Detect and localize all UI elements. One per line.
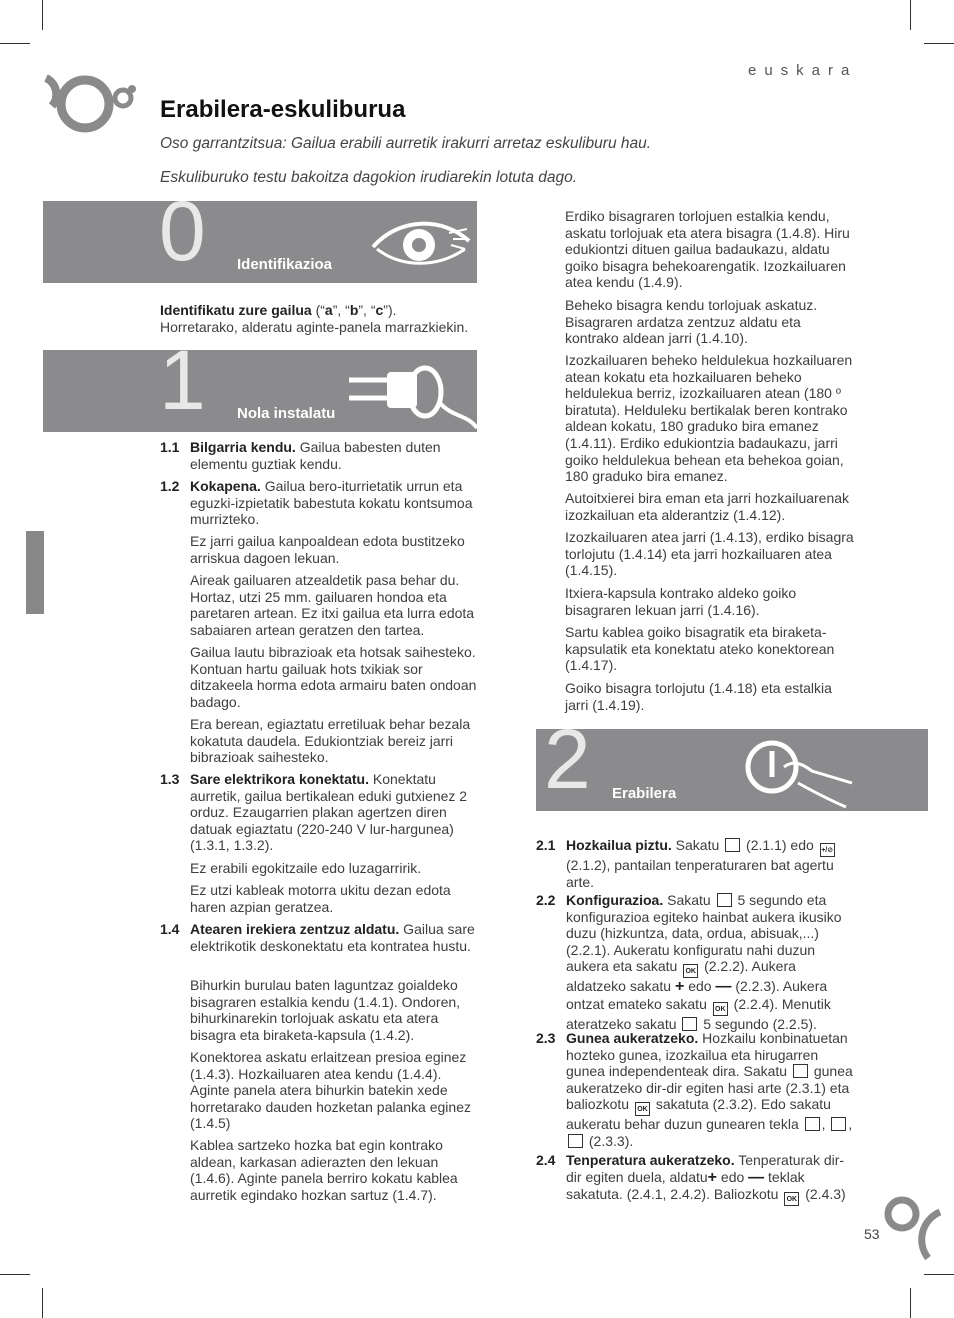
power-key-icon	[725, 838, 740, 852]
section-number: 1	[159, 350, 206, 427]
menu-key-icon	[717, 893, 732, 907]
crop-mark	[924, 1274, 954, 1275]
hinge-paragraph: Izozkailuaren atea jarri (1.4.13), erdiko bisagra torlojutu (1.4.14) eta jarri hozkailuaren atea (1.4.15).	[565, 529, 854, 579]
page-number: 53	[864, 1226, 880, 1242]
language-label: euskara	[748, 62, 858, 79]
section-2-banner	[536, 729, 928, 811]
fridge-zone-key-icon	[805, 1117, 820, 1131]
hinge-paragraph: Beheko bisagra kendu torlojuak askatuz. Bisagraren ardatza zentzuz aldatu eta kontrako aldean jarri (1.4.10).	[565, 297, 818, 347]
brand-circles-icon	[880, 1192, 954, 1267]
intro-warning: Oso garrantzitsua: Gailua erabili aurretik irakurri arretaz eskuliburu hau.	[160, 135, 652, 152]
menu-key-icon	[793, 1064, 808, 1078]
crop-mark	[0, 1274, 30, 1275]
page-title: Erabilera-eskuliburua	[160, 96, 406, 123]
power-button-finger-icon	[742, 737, 856, 809]
step-1-4-note: Kablea sartzeko hozka bat egin kontrako aldean, karkasan adierazten den lekuan (1.4.6). Aginte panela berriro kokatu kablea aurretik egindako hozkan sartuz (1.4.7).	[190, 1137, 458, 1203]
hinge-paragraph: Izozkailuaren beheko heldulekua hozkailuaren atean kokatu eta hozkailuaren beheko heldulekua berriz, izozkailuaren atean (180 º biratuta). Helduleku bertikalak beren kontrako aldean kokatu, 180 graduko bira emanez (1.4.11). Erdiko edukiontzia badaukazu, jarri goiko heldulekua behean eta behekoa goian, 180 graduko bira emanez.	[565, 352, 853, 485]
intro-note: Eskuliburuko testu bakoitza dagokion irudiarekin lotuta dago.	[160, 169, 578, 186]
brand-circles-icon	[40, 66, 140, 143]
third-zone-key-icon	[568, 1134, 583, 1148]
ok-key-icon: OK	[635, 1102, 650, 1116]
ok-key-icon: OK	[683, 964, 698, 978]
plus-icon: +	[674, 978, 685, 996]
ok-key-icon: OK	[784, 1192, 799, 1206]
step-1-2-note: Gailua lautu bibrazioak eta hotsak saihesteko. Kontuan hartu gailuak hots txikiak sor ditzakeela horma edota armairu baten ondoan badago.	[190, 644, 477, 710]
section-title: Erabilera	[612, 785, 677, 802]
step-1-4-note: Konektorea askatu erlaitzean presioa eginez (1.4.3). Hozkailuaren atea kendu (1.4.4). Aginte panela atera bihurkin batekin xede horretarako dauden hozketan palanka eginez (1.4.5)	[190, 1049, 471, 1132]
menu-key-icon	[682, 1017, 697, 1031]
hinge-paragraph: Sartu kablea goiko bisagratik eta biraketa-kapsulatik eta konektatu ateko konektorean (1.4.17).	[565, 624, 835, 674]
crop-mark	[910, 0, 911, 30]
section-0-banner	[43, 201, 477, 283]
step-1-4-note: Bihurkin burulau baten laguntzaz goialdeko bisagraren estalkia kendu (1.4.1). Ondoren, bihurkinarekin torlojuak askatu eta atera bisagra eta biraketa-kapsula (1.4.2).	[190, 977, 461, 1043]
step-1-3-note: Ez erabili egokitzaile edo luzagarririk.	[190, 860, 422, 876]
step-1-2-note: Aireak gailuaren atzealdetik pasa behar du. Hortaz, utzi 25 mm. gailuaren hondoa eta paretaren artean. Ez itxi gailua eta lurra edota sabaiaren artean geratzen den tartea.	[190, 572, 475, 638]
ok-key-icon: OK	[713, 1002, 728, 1016]
plug-icon	[343, 358, 477, 430]
step-1-3-note: Ez utzi kableak motorra ukitu dezan edota haren azpian geratzea.	[190, 882, 451, 915]
step-1-2-note: Ez jarri gailua kanpoaldean edota bustitzeko arriskua dagoen lekuan.	[190, 533, 465, 566]
eye-icon	[369, 211, 473, 275]
step-1-2-note: Era berean, egiaztatu erretiluak behar bezala kokatuta daudela. Edukiontziak bereiz jarri bibrazioak saihesteko.	[190, 716, 471, 766]
section-title: Nola instalatu	[237, 405, 336, 422]
crop-mark	[924, 43, 954, 44]
section-title: Identifikazioa	[237, 256, 333, 273]
crop-mark	[0, 43, 30, 44]
language-tab-marker	[26, 531, 44, 614]
section-number: 2	[544, 729, 591, 806]
hinge-paragraph: Autoitxierei bira eman eta jarri hozkailuarenak izozkailuan eta alderantziz (1.4.12).	[565, 490, 850, 523]
plus-icon: +	[707, 1168, 718, 1186]
section-number: 0	[159, 201, 206, 278]
minus-icon: —	[715, 978, 732, 996]
identify-instructions: Identifikatu zure gailua (“a”, “b”, “c”). Horretarako, alderatu aginte-panela marrazkiekin.	[160, 302, 469, 335]
hinge-paragraph: Erdiko bisagraren torlojuen estalkia kendu, askatu torlojuak eta atera bisagra (1.4.8). Hiru edukiontzi dituen gailua badaukazu, aldatu goiko bisagra behekoarengatik. Izozkailuaren atea kendu (1.4.9).	[565, 208, 850, 291]
crop-mark	[42, 0, 43, 30]
timer-key-icon: +/⊘	[820, 843, 835, 857]
hinge-paragraph: Itxiera-kapsula kontrako aldeko goiko bisagraren lekuan jarri (1.4.16).	[565, 585, 797, 618]
minus-icon: —	[748, 1168, 765, 1186]
section-1-banner	[43, 350, 477, 432]
crop-mark	[910, 1288, 911, 1318]
freezer-zone-key-icon	[831, 1117, 846, 1131]
hinge-paragraph: Goiko bisagra torlojutu (1.4.18) eta estalkia jarri (1.4.19).	[565, 680, 832, 713]
crop-mark	[42, 1288, 43, 1318]
